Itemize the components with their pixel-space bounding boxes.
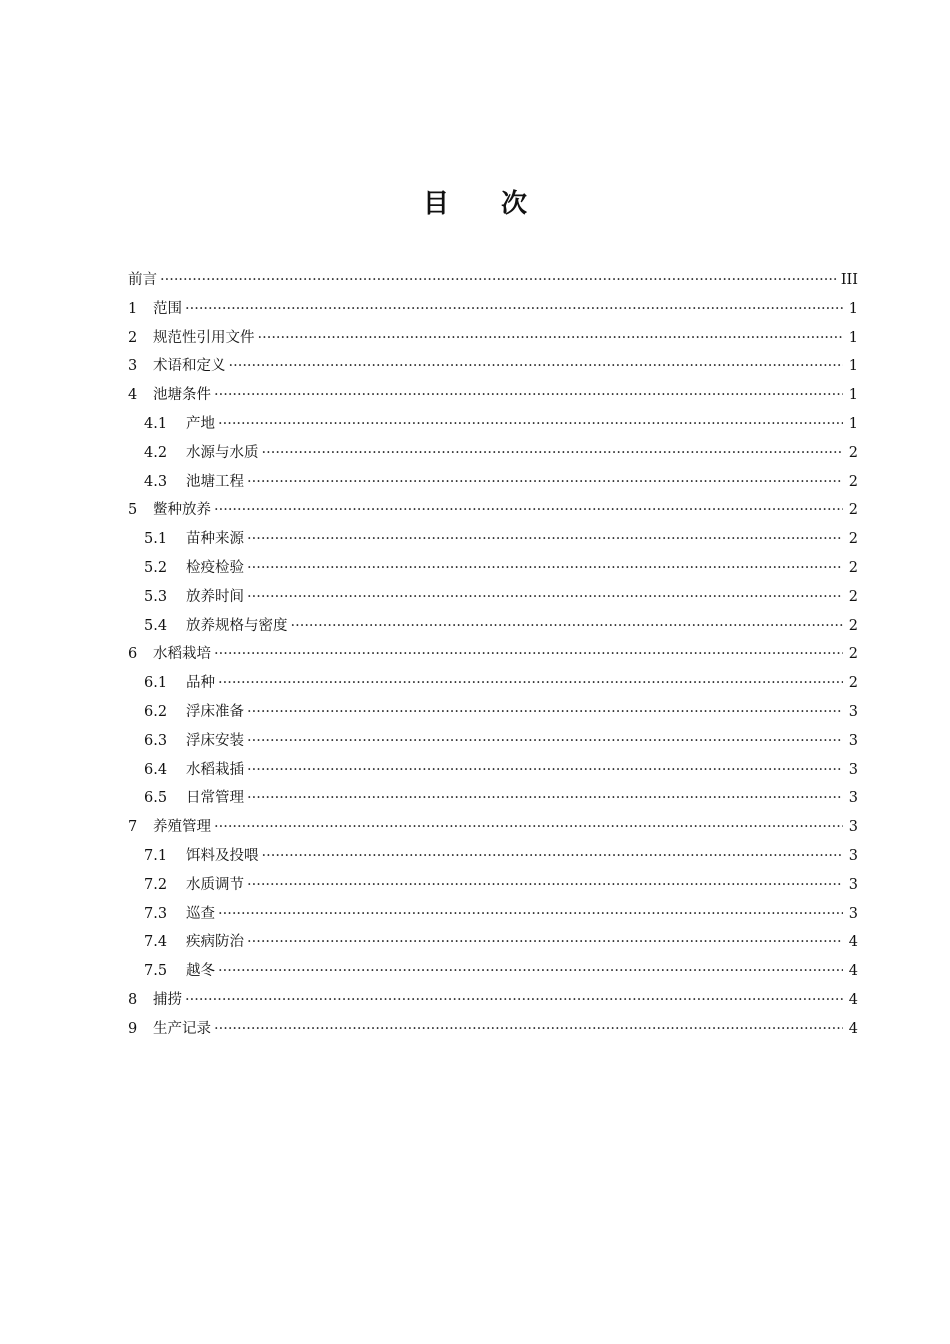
toc-entry-page: 3 [848,819,858,836]
toc-entry-page: 2 [848,646,858,663]
dot-leader [185,986,843,1015]
dot-leader [247,698,843,727]
dot-leader [247,583,843,612]
toc-entry-page: 1 [848,358,858,375]
dot-leader [247,468,843,497]
toc-entry-label: 放养时间 [186,588,244,605]
toc-entry[interactable] [128,295,858,324]
dot-leader [258,324,844,353]
toc-entry-label: 疾病防治 [186,934,244,951]
toc-entry-label: 品种 [186,675,215,692]
toc-entry-label: 巡查 [186,905,215,922]
toc-entry-page: 1 [848,415,858,432]
toc-entry-number: 5.4 [144,617,168,634]
dot-leader [214,381,843,410]
dot-leader [247,554,843,583]
toc-entry[interactable] [128,727,858,756]
toc-entry[interactable] [128,266,858,295]
toc-entry[interactable] [128,784,858,813]
toc-entry-page: 2 [848,473,858,490]
toc-entry-label: 苗种来源 [186,531,244,548]
toc-entry-page: 3 [848,732,858,749]
toc-entry-page: 4 [848,934,858,951]
dot-leader [247,928,843,957]
toc-entry-label: 检疫检验 [186,559,244,576]
toc-entry[interactable] [128,813,858,842]
toc-entry-label: 浮床准备 [186,703,244,720]
dot-leader [291,612,844,641]
toc-entry-number: 2 [128,329,138,346]
toc-entry-page: 4 [848,963,858,980]
toc-entry-page: 3 [848,790,858,807]
toc-entry-page: 2 [848,617,858,634]
page-title: 目 次 [422,189,527,219]
toc-entry-label: 养殖管理 [153,819,211,836]
toc-entry[interactable] [128,496,858,525]
toc-entry-label: 池塘工程 [186,473,244,490]
toc-entry[interactable] [128,439,858,468]
toc-entry[interactable] [128,324,858,353]
toc-entry-page: 2 [848,444,858,461]
toc-entry-number: 3 [128,358,138,375]
toc-entry[interactable] [128,352,858,381]
toc-entry-page: 2 [848,675,858,692]
toc-entry-page: 2 [848,559,858,576]
toc-entry-label: 生产记录 [153,1020,211,1037]
toc-entry-number: 4.1 [144,415,168,432]
dot-leader [214,496,843,525]
toc-entry-number: 5.1 [144,531,168,548]
toc-entry-page: 3 [848,761,858,778]
toc-entry-number: 6.4 [144,761,168,778]
toc-entry[interactable] [128,871,858,900]
toc-entry-number: 5.2 [144,559,168,576]
dot-leader [218,957,843,986]
toc-entry-number: 7 [128,819,138,836]
toc-entry-number: 6.3 [144,732,168,749]
toc-entry-number: 9 [128,1020,138,1037]
toc-entry-label: 水源与水质 [186,444,259,461]
dot-leader [185,295,843,324]
toc-entry-label: 产地 [186,415,215,432]
dot-leader [218,669,843,698]
dot-leader [247,756,843,785]
toc-entry-page: 4 [848,991,858,1008]
toc-entry[interactable] [128,381,858,410]
toc-entry-number: 4 [128,387,138,404]
toc-entry-page: 3 [848,703,858,720]
toc-entry-number: 5 [128,502,138,519]
toc-entry[interactable] [128,640,858,669]
toc-entry-page: 2 [848,502,858,519]
dot-leader [218,410,843,439]
toc-entry[interactable] [128,669,858,698]
toc-entry-page: 3 [848,905,858,922]
toc-entry-label: 范围 [153,300,182,317]
toc-entry-number: 6 [128,646,138,663]
toc-entry-page: 1 [848,329,858,346]
toc-entry-label: 水稻栽培 [153,646,211,663]
dot-leader [247,871,843,900]
toc-entry[interactable] [128,986,858,1015]
dot-leader [218,900,843,929]
toc-entry-label: 水质调节 [186,876,244,893]
toc-entry-page: 4 [848,1020,858,1037]
dot-leader [229,352,844,381]
toc-entry-number: 7.1 [144,847,168,864]
toc-entry-number: 1 [128,300,138,317]
dot-leader [214,640,843,669]
dot-leader [262,842,844,871]
dot-leader [214,1015,843,1044]
toc-entry-label: 规范性引用文件 [153,329,255,346]
toc-entry[interactable] [128,928,858,957]
toc-entry-page: 2 [848,531,858,548]
toc-entry-page: III [840,272,858,288]
toc-entry[interactable] [128,410,858,439]
toc-entry[interactable] [128,583,858,612]
toc-entry[interactable] [128,1015,858,1044]
toc-entry-number: 8 [128,991,138,1008]
toc-entry[interactable] [128,842,858,871]
toc-entry[interactable] [128,554,858,583]
toc-entry-number: 7.5 [144,963,168,980]
toc-entry-page: 3 [848,847,858,864]
toc-entry-number: 6.2 [144,703,168,720]
toc-entry-number: 4.3 [144,473,168,490]
toc-entry[interactable] [128,698,858,727]
toc-entry-number: 7.3 [144,905,168,922]
dot-leader [247,525,843,554]
toc-entry-number: 6.5 [144,790,168,807]
toc-entry-label: 日常管理 [186,790,244,807]
toc-entry-page: 1 [848,300,858,317]
dot-leader [247,727,843,756]
toc-entry-label: 术语和定义 [153,358,226,375]
toc-entry-label: 鳖种放养 [153,502,211,519]
dot-leader [262,439,844,468]
toc-entry-page: 2 [848,588,858,605]
table-of-contents [128,266,858,1044]
toc-entry-label: 放养规格与密度 [186,617,288,634]
toc-entry-label: 池塘条件 [153,387,211,404]
toc-entry-label: 前言 [128,272,157,288]
toc-entry-label: 水稻栽插 [186,761,244,778]
toc-entry-label: 饵料及投喂 [186,847,259,864]
toc-entry-number: 6.1 [144,675,168,692]
toc-entry[interactable] [128,900,858,929]
toc-entry[interactable] [128,612,858,641]
dot-leader [247,784,843,813]
toc-entry[interactable] [128,468,858,497]
toc-entry-page: 3 [848,876,858,893]
toc-entry-number: 7.2 [144,876,168,893]
toc-entry-number: 4.2 [144,444,168,461]
toc-entry-number: 5.3 [144,588,168,605]
dot-leader [160,266,838,295]
toc-entry-label: 越冬 [186,963,215,980]
toc-entry[interactable] [128,957,858,986]
dot-leader [214,813,843,842]
toc-entry[interactable] [128,756,858,785]
toc-entry-label: 捕捞 [153,991,182,1008]
toc-entry[interactable] [128,525,858,554]
toc-entry-label: 浮床安装 [186,732,244,749]
toc-entry-page: 1 [848,387,858,404]
toc-entry-number: 7.4 [144,934,168,951]
